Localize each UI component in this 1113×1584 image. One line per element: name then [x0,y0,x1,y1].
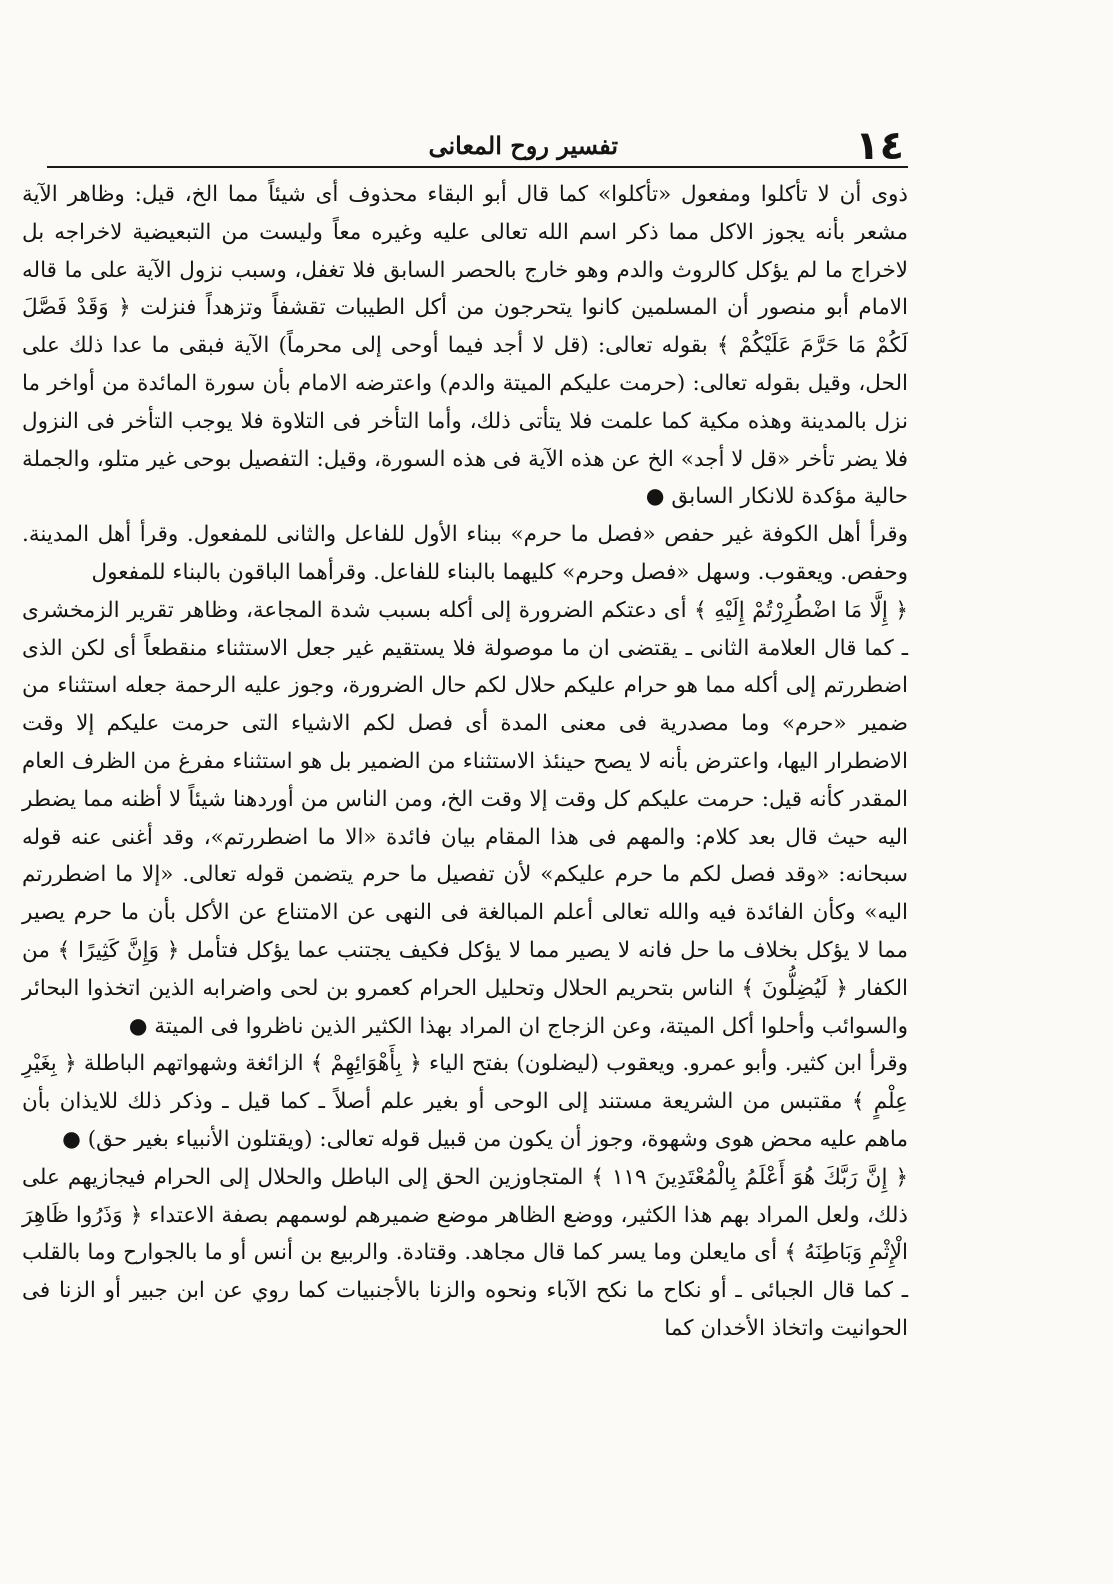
paragraph: ذوى أن لا تأكلوا ومفعول «تأكلوا» كما قال أبو البقاء محذوف أى شيئاً مما الخ، قيل: وظاهر الآية مشعر بأنه يجوز الاكل مما ذكر اسم الله تعالى عليه وغيره معاً وليست من التبعيضية لاخراجه بل لاخراج ما لم يؤكل كالروث والدم وهو خارج بالحصر السابق فلا تغفل، وسبب نزول الآية على ما قاله الامام أبو منصور أن المسلمين كانوا يتحرجون من أكل الطيبات تقشفاً وتزهداً فنزلت ﴿ وَقَدْ فَصَّلَ لَكُمْ مَا حَرَّمَ عَلَيْكُمْ ﴾ بقوله تعالى: (قل لا أجد فيما أوحى إلى محرماً) الآية فبقى ما عدا ذلك على الحل، وقيل بقوله تعالى: (حرمت عليكم الميتة والدم) واعترضه الامام بأن سورة المائدة من أواخر ما نزل بالمدينة وهذه مكية كما علمت فلا يتأتى ذلك، وأما التأخر فى التلاوة فلا يوجب التأخر فى النزول فلا يضر تأخر «قل لا أجد» الخ عن هذه الآية فى هذه السورة، وقيل: التفصيل بوحى غير متلو، والجملة حالية مؤكدة للانكار السابق ● [22,182,908,510]
paragraph: ﴿ إِلَّا مَا اضْطُرِرْتُمْ إِلَيْهِ ﴾ أى دعتكم الضرورة إلى أكله بسبب شدة المجاعة، وظاهر تقرير الزمخشرى ـ كما قال العلامة الثانى ـ يقتضى ان ما موصولة فلا يستقيم غير جعل الاستثناء منقطعاً أى لكن الذى اضطررتم إلى أكله مما هو حرام عليكم حلال لكم حال الضرورة، وجوز عليه الرحمة جعله استثناء من ضمير «حرم» وما مصدرية فى معنى المدة أى فصل لكم الاشياء التى حرمت عليكم إلا وقت الاضطرار اليها، واعترض بأنه لا يصح حينئذ الاستثناء من الضمير بل هو استثناء مفرغ من الظرف العام المقدر كأنه قيل: حرمت عليكم كل وقت إلا وقت الخ، ومن الناس من أوردهنا شيئاً لا أظنه مما يضطر اليه حيث قال بعد كلام: والمهم فى هذا المقام بيان فائدة «الا ما اضطررتم»، وقد أغنى عنه قوله سبحانه: «وقد فصل لكم ما حرم عليكم» لأن تفصيل ما حرم يتضمن قوله تعالى. «إلا ما اضطررتم اليه» وكأن الفائدة فيه والله تعالى أعلم المبالغة فى النهى عن الامتناع عن الأكل بأن ما حرم يصير مما لا يؤكل بخلاف ما حل فانه لا يصير مما لا يؤكل فكيف يجتنب عما يؤكل فتأمل ﴿ وَإِنَّ كَثِيرًا ﴾ من الكفار ﴿ لَيُضِلُّونَ ﴾ الناس بتحريم الحلال وتحليل الحرام كعمرو بن لحى واضرابه الذين اتخذوا البحائر والسوائب وأحلوا أكل الميتة، وعن الزجاج ان المراد بهذا الكثير الذين ناظروا فى الميتة ● [22,597,908,1039]
paragraph: ﴿ إِنَّ رَبَّكَ هُوَ أَعْلَمُ بِالْمُعْتَدِينَ ١١٩ ﴾ المتجاوزين الحق إلى الباطل والحلال إلى الحرام فيجازيهم على ذلك، ولعل المراد بهم هذا الكثير، ووضع الظاهر موضع ضميرهم لوسمهم بصفة الاعتداء ﴿ وَذَرُوا ظَاهِرَ الْإِثْمِ وَبَاطِنَهُ ﴾ أى مايعلن وما يسر كما قال مجاهد. وقتادة. والربيع بن أنس أو ما بالجوارح وما بالقلب ـ كما قال الجبائى ـ أو نكاح ما نكح الآباء ونحوه والزنا بالأجنبيات كما روي عن ابن جبير أو الزنا فى الحوانيت واتخاذ الأخدان كما [22,1164,908,1341]
body-text [22,176,908,1348]
page-header [47,118,908,168]
paragraph: وقرأ ابن كثير. وأبو عمرو. ويعقوب (ليضلون) بفتح الياء ﴿ بِأَهْوَائِهِمْ ﴾ الزائغة وشهواتهم الباطلة ﴿ بِغَيْرِ عِلْمٍ ﴾ مقتبس من الشريعة مستند إلى الوحى أو بغير علم أصلاً ـ كما قيل ـ وذكر ذلك للايذان بأن ماهم عليه محض هوى وشهوة، وجوز أن يكون من قبيل قوله تعالى: (ويقتلون الأنبياء بغير حق) ● [22,1051,908,1152]
page-number: ١٤ [855,123,904,169]
running-title: تفسير روح المعانى [428,131,618,160]
paragraph: وقرأ أهل الكوفة غير حفص «فصل ما حرم» ببناء الأول للفاعل والثانى للمفعول. وقرأ أهل المدينة. وحفص. ويعقوب. وسهل «فصل وحرم» كليهما بالبناء للفاعل. وقرأهما الباقون بالبناء للمفعول [22,522,908,585]
